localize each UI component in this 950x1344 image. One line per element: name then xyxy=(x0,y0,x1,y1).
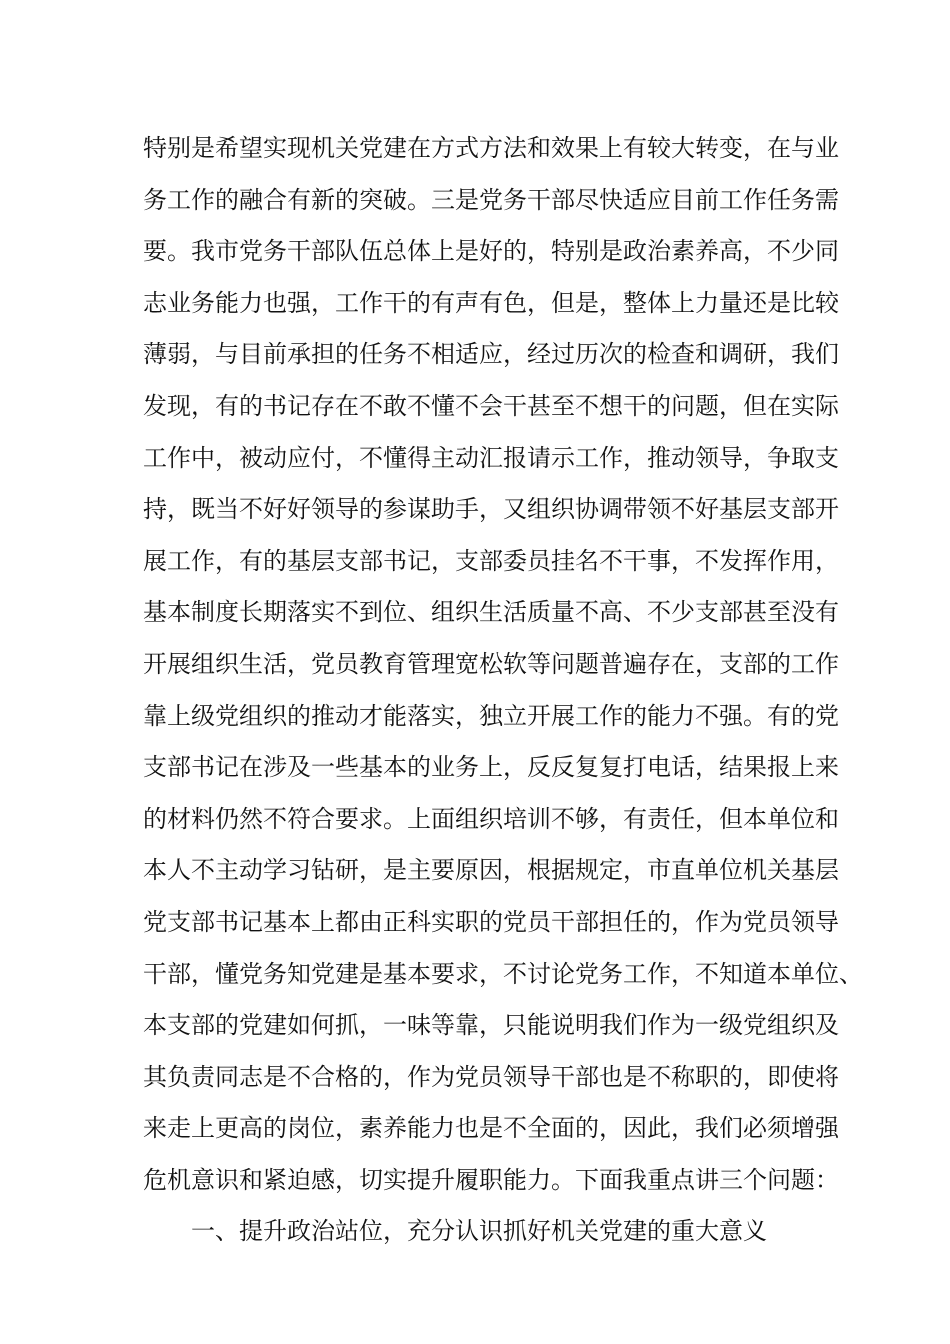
section-heading: 一、提升政治站位，充分认识抓好机关党建的重大意义 xyxy=(191,1217,767,1246)
body-line: 薄弱，与目前承担的任务不相适应，经过历次的检查和调研，我们 xyxy=(143,340,839,369)
body-line: 本人不主动学习钻研，是主要原因，根据规定，市直单位机关基层 xyxy=(143,856,839,885)
body-line: 本支部的党建如何抓，一味等靠，只能说明我们作为一级党组织及 xyxy=(143,1011,839,1040)
body-line: 开展组织生活，党员教育管理宽松软等问题普遍存在，支部的工作 xyxy=(143,649,839,678)
body-line: 特别是希望实现机关党建在方式方法和效果上有较大转变，在与业 xyxy=(143,134,839,162)
body-line: 志业务能力也强，工作干的有声有色，但是，整体上力量还是比较 xyxy=(143,288,839,317)
body-line: 展工作，有的基层支部书记，支部委员挂名不干事，不发挥作用， xyxy=(143,546,839,575)
body-line: 持，既当不好好领导的参谋助手，又组织协调带领不好基层支部开 xyxy=(143,495,839,524)
body-line: 务工作的融合有新的突破。三是党务干部尽快适应目前工作任务需 xyxy=(143,185,839,214)
body-line: 靠上级党组织的推动才能落实，独立开展工作的能力不强。有的党 xyxy=(143,701,839,730)
body-line: 基本制度长期落实不到位、组织生活质量不高、不少支部甚至没有 xyxy=(143,598,839,627)
body-line: 发现，有的书记存在不敢不懂不会干甚至不想干的问题，但在实际 xyxy=(143,391,839,420)
body-line: 来走上更高的岗位，素养能力也是不全面的，因此，我们必须增强 xyxy=(143,1114,839,1143)
body-line: 危机意识和紧迫感，切实提升履职能力。下面我重点讲三个问题： xyxy=(143,1165,839,1194)
body-line: 党支部书记基本上都由正科实职的党员干部担任的，作为党员领导 xyxy=(143,907,839,936)
body-line: 其负责同志是不合格的，作为党员领导干部也是不称职的，即使将 xyxy=(143,1062,839,1091)
body-line: 要。我市党务干部队伍总体上是好的，特别是政治素养高，不少同 xyxy=(143,237,839,266)
document-body xyxy=(143,123,863,1258)
body-line: 工作中，被动应付，不懂得主动汇报请示工作，推动领导，争取支 xyxy=(143,443,839,472)
body-line: 支部书记在涉及一些基本的业务上，反反复复打电话，结果报上来 xyxy=(143,753,839,782)
body-line: 干部，懂党务知党建是基本要求，不讨论党务工作，不知道本单位、 xyxy=(143,959,863,988)
body-line: 的材料仍然不符合要求。上面组织培训不够，有责任，但本单位和 xyxy=(143,804,839,833)
